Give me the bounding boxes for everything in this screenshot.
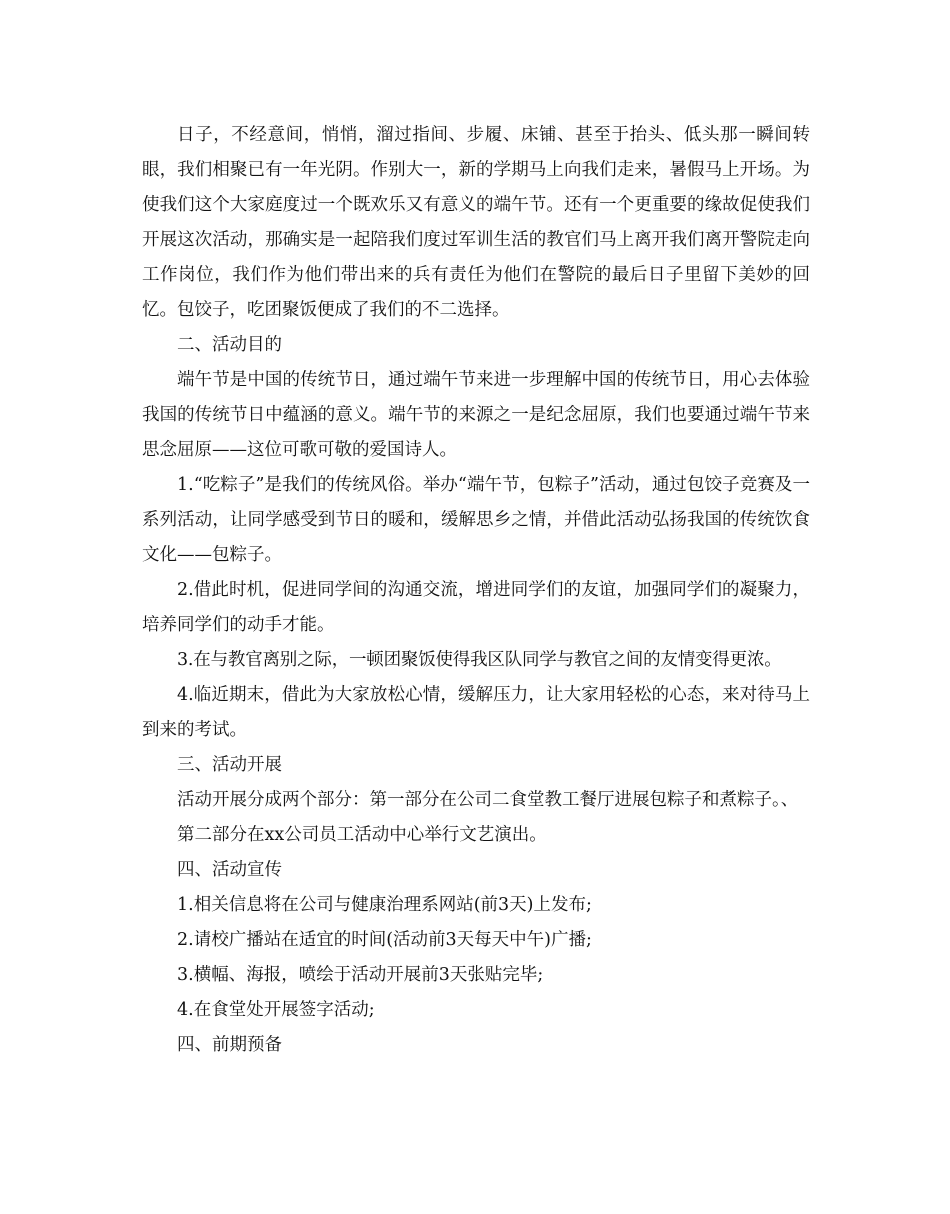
section-heading-preparation: 四、前期预备 (177, 1035, 282, 1055)
intro-paragraph: 日子，不经意间，悄悄，溜过指间、步履、床铺、甚至于抬头、低头那一瞬间转眼，我们相聚已有一年光阴。作别大一，新的学期马上向我们走来，暑假马上开场。为使我们这个大家庭度过一个既欢乐又有意义的端午节。还有一个更重要的缘故促使我们开展这次活动，那确实是一起陪我们度过军训生活的教官们马上离开我们离开警院走向工作岗位，我们作为他们带出来的兵有责任为他们在警院的最后日子里留下美妙的回忆。包饺子，吃团聚饭便成了我们的不二选择。 (142, 125, 810, 320)
document-page (142, 118, 810, 1063)
purpose-item-4: 4.临近期末，借此为大家放松心情，缓解压力，让大家用轻松的心态，来对待马上到来的考试。 (142, 685, 810, 740)
section-heading-promotion: 四、活动宣传 (177, 860, 282, 880)
activity-part-1: 活动开展分成两个部分：第一部分在公司二食堂教工餐厅进展包粽子和煮粽子。、 (177, 790, 799, 810)
purpose-item-1: 1.“吃粽子”是我们的传统风俗。举办“端午节，包粽子”活动，通过包饺子竞赛及一系列活动，让同学感受到节日的暖和，缓解思乡之情，并借此活动弘扬我国的传统饮食文化——包粽子。 (142, 475, 810, 565)
purpose-paragraph: 端午节是中国的传统节日，通过端午节来进一步理解中国的传统节日，用心去体验我国的传统节日中蕴涵的意义。端午节的来源之一是纪念屈原，我们也要通过端午节来思念屈原——这位可歌可敬的爱国诗人。 (142, 370, 810, 460)
promotion-item-1: 1.相关信息将在公司与健康治理系网站(前3天)上发布; (177, 895, 592, 915)
section-heading-purpose: 二、活动目的 (177, 335, 282, 355)
section-heading-activity: 三、活动开展 (177, 755, 282, 775)
promotion-item-2: 2.请校广播站在适宜的时间(活动前3天每天中午)广播; (177, 930, 592, 950)
purpose-item-3: 3.在与教官离别之际，一顿团聚饭使得我区队同学与教官之间的友情变得更浓。 (177, 650, 782, 670)
purpose-item-2: 2.借此时机，促进同学间的沟通交流，增进同学们的友谊，加强同学们的凝聚力，培养同学们的动手才能。 (142, 580, 810, 635)
activity-part-2: 第二部分在xx公司员工活动中心举行文艺演出。 (177, 825, 547, 845)
promotion-item-4: 4.在食堂处开展签字活动; (177, 1000, 375, 1020)
promotion-item-3: 3.横幅、海报，喷绘于活动开展前3天张贴完毕; (177, 965, 544, 985)
